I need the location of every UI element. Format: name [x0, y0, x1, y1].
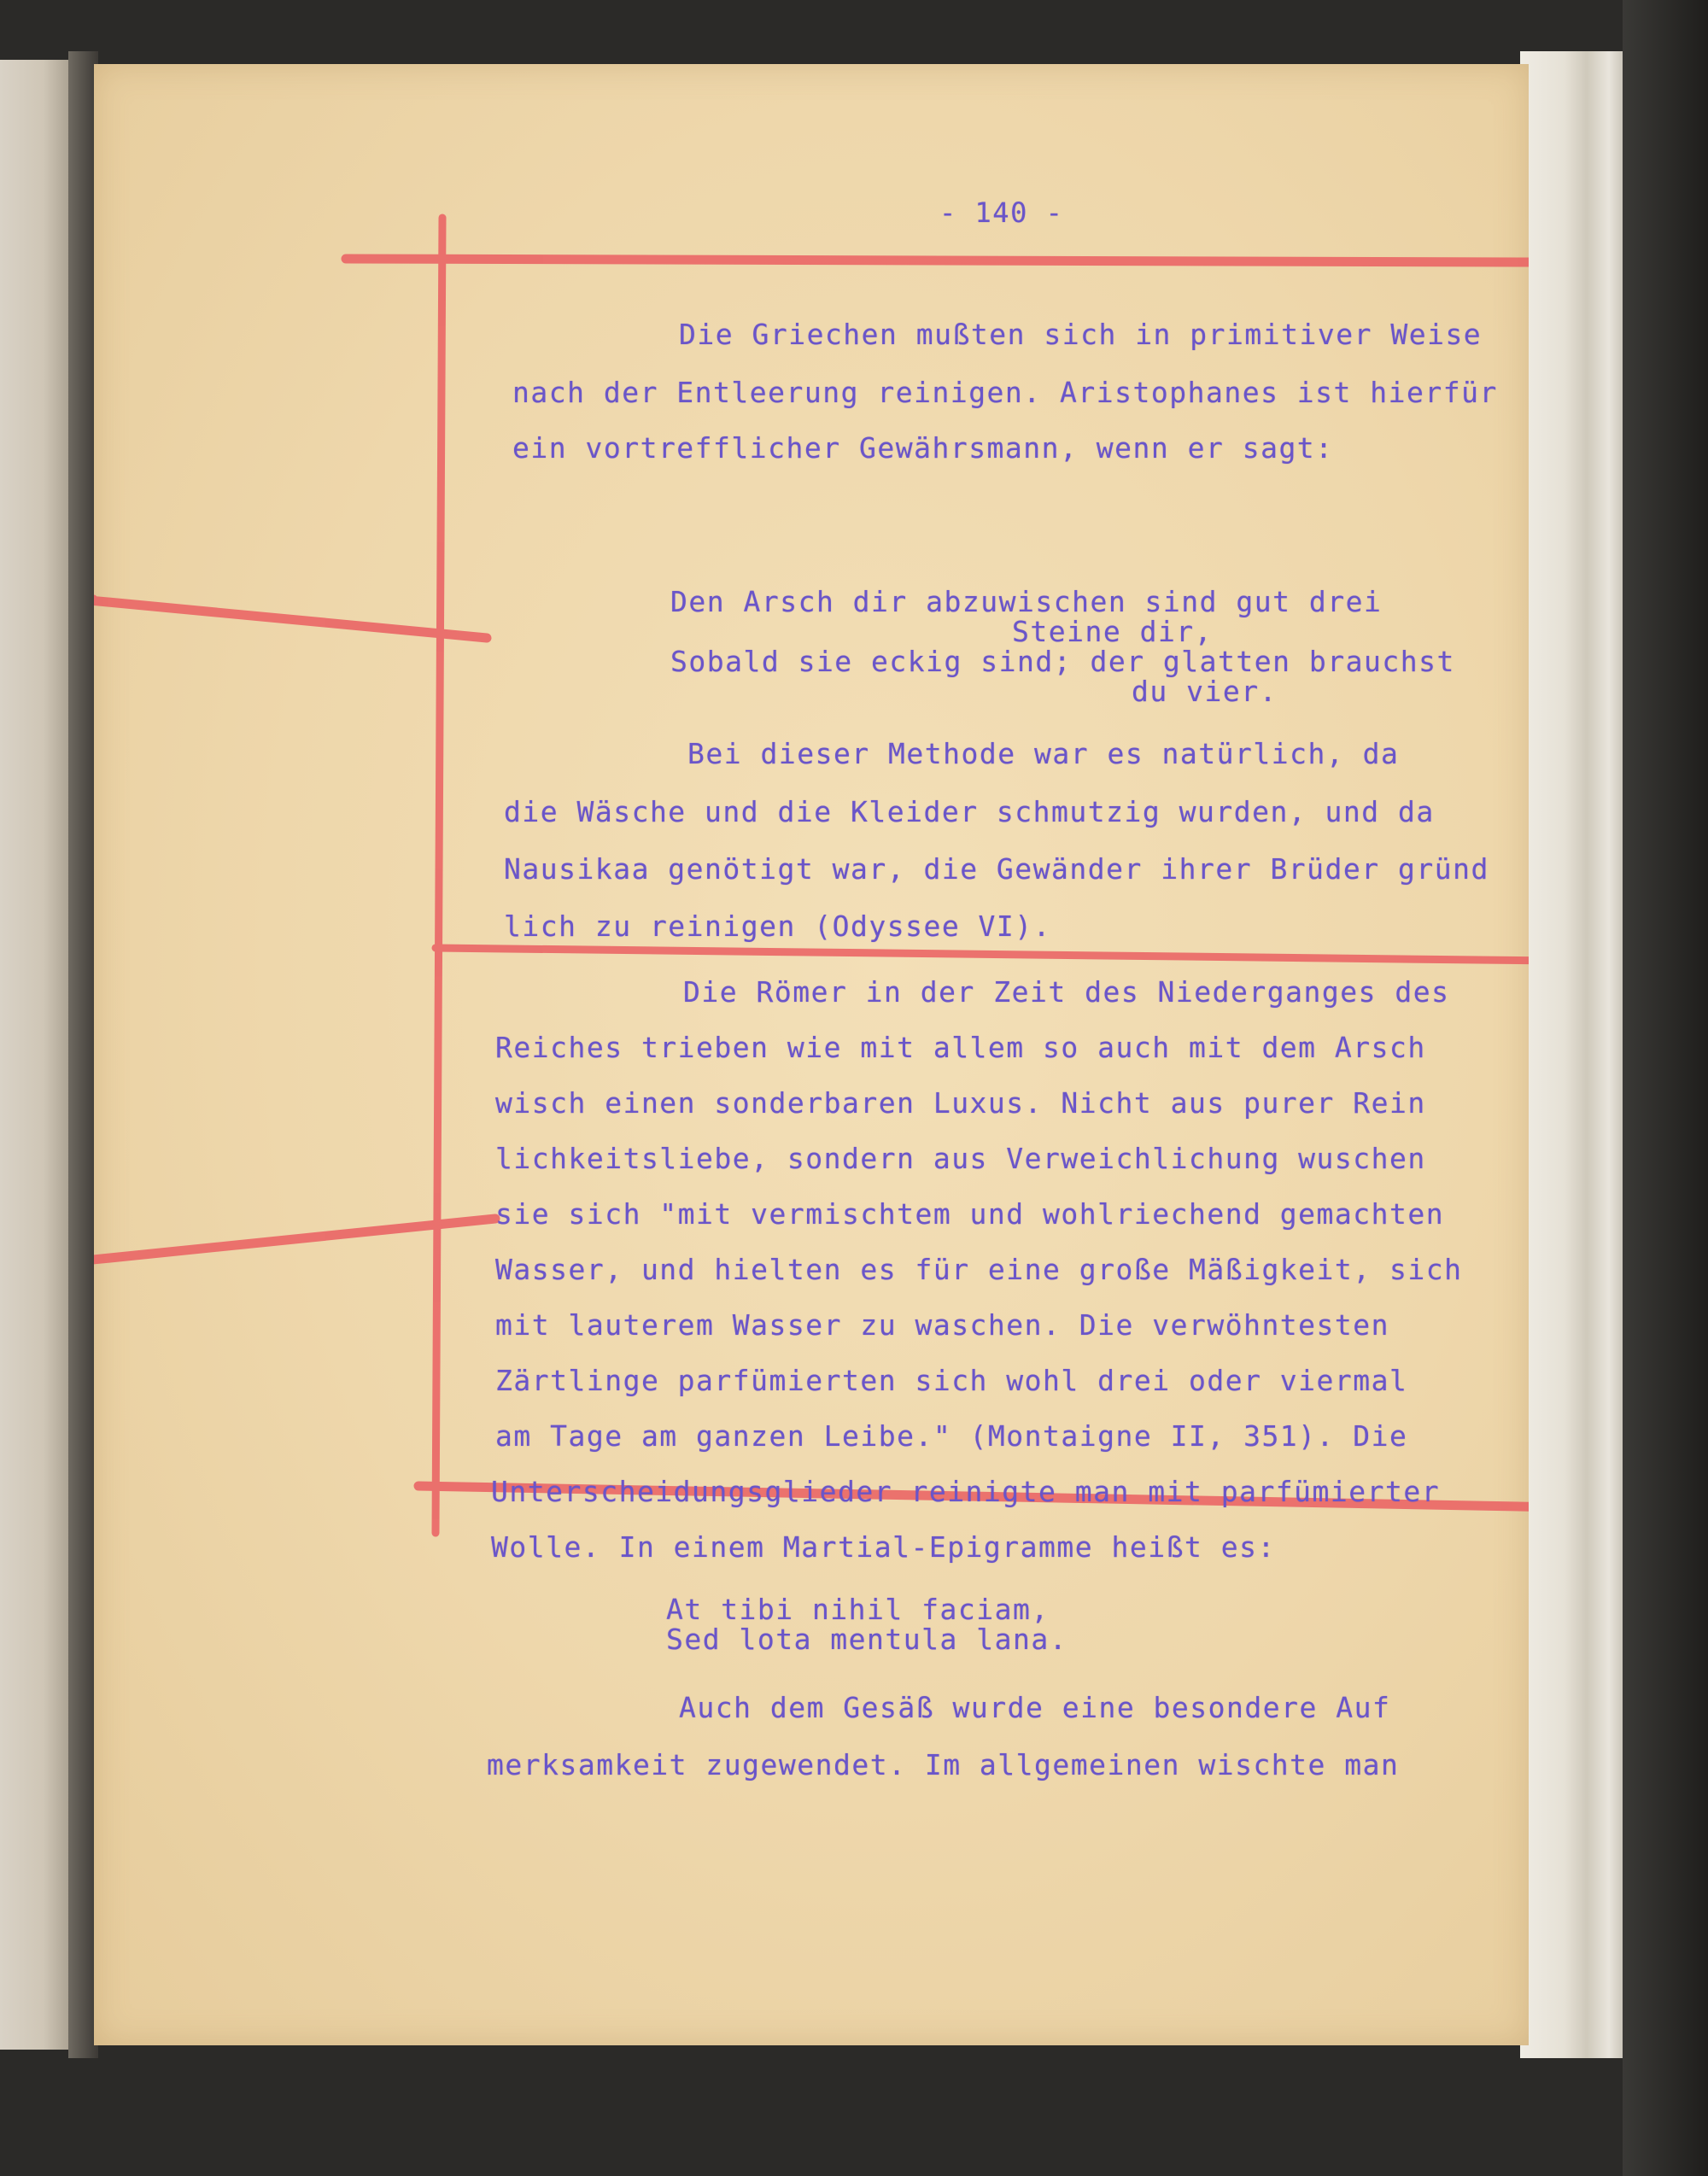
text-line: lich zu reinigen (Odyssee VI).: [504, 910, 1052, 943]
text-line: wisch einen sonderbaren Luxus. Nicht aus purer Rein: [495, 1086, 1426, 1120]
text-line: Zärtlinge parfümierten sich wohl drei oder viermal: [495, 1364, 1408, 1397]
text-line: merksamkeit zugewendet. Im allgemeinen wischte man: [487, 1748, 1400, 1781]
text-line: Unterscheidungsglieder reinigte man mit parfümierter: [491, 1475, 1441, 1508]
page-number: - 140 -: [939, 196, 1064, 229]
text-line: mit lauterem Wasser zu waschen. Die verwöhntesten: [495, 1308, 1390, 1342]
text-line: sie sich "mit vermischtem und wohlriechend gemachten: [495, 1197, 1445, 1231]
verse-line: At tibi nihil faciam,: [666, 1593, 1050, 1626]
text-line: Reiches trieben wie mit allem so auch mit dem Arsch: [495, 1031, 1426, 1064]
text-line: Die Römer in der Zeit des Niederganges des: [683, 975, 1450, 1009]
right-page-stack: [1520, 51, 1631, 2058]
text-line: nach der Entleerung reinigen. Aristophanes ist hierfür: [512, 376, 1498, 409]
text-line: Bei dieser Methode war es natürlich, da: [687, 737, 1400, 770]
text-line: Wolle. In einem Martial-Epigramme heißt es:: [491, 1530, 1276, 1564]
text-line: Wasser, und hielten es für eine große Mäßigkeit, sich: [495, 1253, 1463, 1286]
verse-line: du vier.: [1132, 675, 1278, 708]
verse-line: Den Arsch dir abzuwischen sind gut drei: [670, 585, 1383, 618]
text-line: Die Griechen mußten sich in primitiver Weise: [679, 318, 1483, 351]
text-line: die Wäsche und die Kleider schmutzig wurden, und da: [504, 795, 1435, 828]
book-cover-edge: [1623, 0, 1708, 2176]
text-line: lichkeitsliebe, sondern aus Verweichlichung wuschen: [495, 1142, 1426, 1175]
left-page-edge: [0, 60, 73, 2050]
text-line: Auch dem Gesäß wurde eine besondere Auf: [679, 1691, 1391, 1724]
typescript-page: [94, 64, 1529, 2045]
text-line: am Tage am ganzen Leibe." (Montaigne II, 351). Die: [495, 1419, 1408, 1453]
text-line: ein vortrefflicher Gewährsmann, wenn er sagt:: [512, 431, 1334, 465]
verse-line: Steine dir,: [1012, 615, 1214, 648]
text-line: Nausikaa genötigt war, die Gewänder ihrer Brüder gründ: [504, 852, 1489, 886]
verse-line: Sed lota mentula lana.: [666, 1623, 1068, 1656]
verse-line: Sobald sie eckig sind; der glatten brauchst: [670, 645, 1455, 678]
